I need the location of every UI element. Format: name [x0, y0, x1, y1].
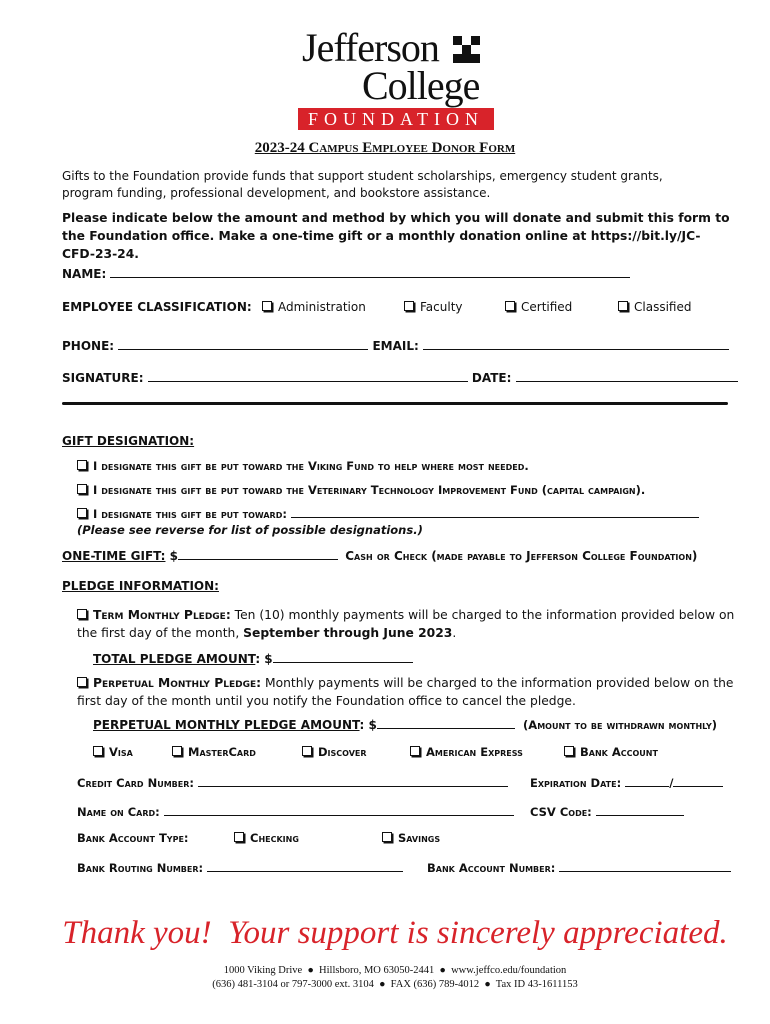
- perpetual-amount-dollar: : $: [359, 718, 377, 732]
- payment-amex[interactable]: American Express: [410, 745, 523, 759]
- page-title: 2023-24 Campus Employee Donor Form: [254, 140, 516, 156]
- checkbox-icon[interactable]: [618, 301, 628, 311]
- checkbox-icon[interactable]: [404, 301, 414, 311]
- routing-label: Bank Routing Number:: [77, 861, 204, 875]
- total-pledge-field[interactable]: [273, 650, 413, 663]
- name-label: NAME:: [62, 267, 107, 281]
- section-divider: [62, 402, 728, 405]
- csv-field[interactable]: [596, 803, 684, 816]
- checkbox-icon[interactable]: [505, 301, 515, 311]
- card-name-field[interactable]: [164, 803, 514, 816]
- perpetual-amount-note: (Amount to be withdrawn monthly): [523, 718, 718, 732]
- total-pledge-dollar: : $: [255, 652, 273, 666]
- thank-you-message: Thank you! Your support is sincerely appreciated.: [62, 915, 728, 951]
- date-label: DATE:: [471, 371, 512, 385]
- bank-type-checking[interactable]: Checking: [234, 831, 299, 845]
- class-option-administration[interactable]: Administration: [262, 300, 366, 314]
- card-name-row: [77, 803, 514, 819]
- expiration-year-field[interactable]: [673, 774, 723, 787]
- cc-number-label: Credit Card Number:: [77, 776, 194, 790]
- signature-label: SIGNATURE:: [62, 371, 144, 385]
- bank-type-label: Bank Account Type:: [77, 831, 189, 845]
- gift-option-vet-tech[interactable]: I designate this gift be put toward the Veterinary Technology Improvement Fund (capital campaign).: [77, 483, 645, 497]
- checkbox-icon[interactable]: [77, 609, 87, 619]
- logo-line-1: Jefferson: [302, 25, 439, 70]
- account-field[interactable]: [559, 859, 731, 872]
- expiration-separator: /: [669, 776, 674, 790]
- perpetual-amount-row: [93, 716, 717, 732]
- checkbox-icon[interactable]: [234, 832, 244, 842]
- checkbox-icon[interactable]: [382, 832, 392, 842]
- phone-field[interactable]: [118, 337, 368, 350]
- footer-contact: (636) 481-3104 or 797-3000 ext. 3104 ● FAX (636) 789-4012 ● Tax ID 43-1611153: [212, 979, 578, 990]
- checkbox-icon[interactable]: [302, 746, 312, 756]
- pledge-heading: PLEDGE INFORMATION:: [62, 579, 219, 593]
- onetime-label: ONE-TIME GIFT:: [62, 549, 166, 563]
- footer-address: 1000 Viking Drive ● Hillsboro, MO 63050-2441 ● www.jeffco.edu/foundation: [223, 965, 567, 976]
- checkbox-icon[interactable]: [262, 301, 272, 311]
- csv-label: CSV Code:: [530, 805, 592, 819]
- logo-band: FOUNDATION: [298, 108, 494, 130]
- gift-other-note: (Please see reverse for list of possible designations.): [77, 523, 423, 537]
- checkbox-icon[interactable]: [77, 508, 87, 518]
- phone-label: PHONE:: [62, 339, 115, 353]
- date-field[interactable]: [516, 369, 738, 382]
- class-option-faculty[interactable]: Faculty: [404, 300, 463, 314]
- perpetual-amount-label: PERPETUAL MONTHLY PLEDGE AMOUNT: [93, 718, 360, 732]
- name-field[interactable]: [110, 265, 630, 278]
- email-field[interactable]: [423, 337, 729, 350]
- term-pledge-end: .: [452, 626, 457, 640]
- class-option-classified[interactable]: Classified: [618, 300, 691, 314]
- account-label: Bank Account Number:: [427, 861, 556, 875]
- onetime-row: [62, 547, 697, 563]
- onetime-dollar: $: [169, 549, 179, 563]
- class-option-certified[interactable]: Certified: [505, 300, 572, 314]
- account-row: [427, 859, 731, 875]
- perpetual-pledge-option[interactable]: [77, 674, 749, 710]
- signature-field[interactable]: [148, 369, 468, 382]
- cc-row: [77, 774, 508, 790]
- payment-bank-account[interactable]: Bank Account: [564, 745, 658, 759]
- card-name-label: Name on Card:: [77, 805, 160, 819]
- bank-type-savings[interactable]: Savings: [382, 831, 440, 845]
- term-pledge-dates: September through June 2023: [243, 626, 453, 640]
- foundation-logo: [298, 25, 494, 132]
- payment-visa[interactable]: Visa: [93, 745, 133, 759]
- email-label: EMAIL:: [372, 339, 419, 353]
- name-row: [62, 265, 630, 281]
- term-pledge-label: Term Monthly Pledge:: [93, 608, 231, 622]
- checkbox-icon[interactable]: [77, 677, 87, 687]
- gift-option-other[interactable]: I designate this gift be put toward:: [77, 507, 699, 521]
- onetime-amount-field[interactable]: [178, 547, 338, 560]
- payment-mastercard[interactable]: MasterCard: [172, 745, 256, 759]
- checkbox-icon[interactable]: [77, 460, 87, 470]
- expiration-row: [530, 774, 723, 790]
- checkbox-icon[interactable]: [93, 746, 103, 756]
- classification-label: EMPLOYEE CLASSIFICATION:: [62, 300, 252, 314]
- total-pledge-label: TOTAL PLEDGE AMOUNT: [93, 652, 256, 666]
- perpetual-amount-field[interactable]: [377, 716, 515, 729]
- checkbox-icon[interactable]: [77, 484, 87, 494]
- csv-row: [530, 803, 684, 819]
- expiration-label: Expiration Date:: [530, 776, 622, 790]
- perpetual-pledge-text: Monthly payments will be charged to the information provided below on the first day of the month until you notify the Foundation office to cancel the pledge.: [77, 676, 734, 708]
- intro-text: Gifts to the Foundation provide funds that support student scholarships, emergency student grants, program funding, professional development, and bookstore assistance.: [62, 169, 663, 200]
- gift-heading: GIFT DESIGNATION:: [62, 434, 195, 448]
- expiration-month-field[interactable]: [625, 774, 669, 787]
- checkbox-icon[interactable]: [410, 746, 420, 756]
- payment-discover[interactable]: Discover: [302, 745, 367, 759]
- checker-icon: [453, 36, 480, 63]
- term-pledge-text: Ten (10) monthly payments will be charged to the information provided below on the first day of the month,: [77, 608, 735, 640]
- signature-row: [62, 369, 738, 385]
- logo-line-2: College: [362, 63, 480, 108]
- phone-row: [62, 337, 729, 353]
- checkbox-icon[interactable]: [172, 746, 182, 756]
- cc-number-field[interactable]: [198, 774, 508, 787]
- gift-other-field[interactable]: [291, 507, 699, 518]
- total-pledge-row: [93, 650, 413, 666]
- checkbox-icon[interactable]: [564, 746, 574, 756]
- instruction-text: Please indicate below the amount and method by which you will donate and submit this form to the Foundation office. Make a one-time gift or a monthly donation online at https://bit.ly/JC-CFD-23-24.: [62, 211, 730, 261]
- perpetual-pledge-label: Perpetual Monthly Pledge:: [93, 676, 262, 690]
- routing-row: [77, 859, 403, 875]
- gift-option-viking-fund[interactable]: I designate this gift be put toward the Viking Fund to help where most needed.: [77, 459, 529, 473]
- term-pledge-option[interactable]: [77, 606, 743, 642]
- onetime-method: Cash or Check (made payable to Jefferson College Foundation): [345, 549, 698, 563]
- routing-field[interactable]: [207, 859, 403, 872]
